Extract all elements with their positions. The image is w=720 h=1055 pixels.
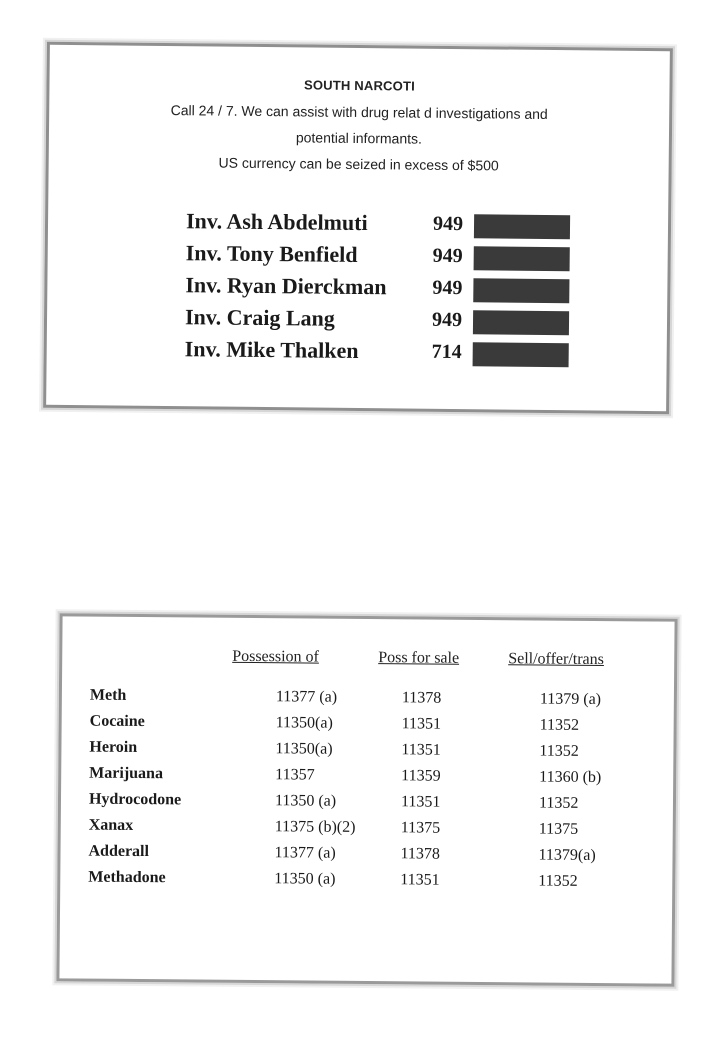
drug-name: Heroin <box>89 738 138 756</box>
sell-code: 11375 <box>538 820 579 838</box>
redaction-bar <box>474 246 570 271</box>
column-header-sell-offer-trans: Sell/offer/trans <box>508 650 604 669</box>
contact-area-code: 949 <box>432 276 463 300</box>
possession-code: 11350(a) <box>275 740 333 758</box>
poss-for-sale-code: 11378 <box>400 845 441 863</box>
sell-code: 11352 <box>539 742 579 760</box>
card-title: SOUTH NARCOTI <box>303 77 416 94</box>
contact-name: Inv. Craig Lang <box>184 304 335 331</box>
possession-code: 11350(a) <box>275 714 333 732</box>
contact-area-code: 949 <box>431 308 463 332</box>
poss-for-sale-code: 11378 <box>401 689 442 707</box>
contact-name: Inv. Ash Abdelmuti <box>185 208 368 236</box>
poss-for-sale-code: 11351 <box>400 871 440 889</box>
redaction-bar <box>473 310 569 335</box>
contact-card <box>43 42 673 415</box>
possession-code: 11375 (b)(2) <box>274 818 356 836</box>
drug-name: Hydrocodone <box>88 790 182 809</box>
statute-card <box>56 613 677 986</box>
contact-area-code: 949 <box>432 244 463 268</box>
drug-name: Methadone <box>88 868 166 887</box>
poss-for-sale-code: 11351 <box>401 715 442 733</box>
drug-name: Xanax <box>88 816 134 834</box>
contact-name: Inv. Tony Benfield <box>185 240 358 267</box>
drug-name: Marijuana <box>89 764 164 783</box>
sell-code: 11360 (b) <box>539 768 602 787</box>
poss-for-sale-code: 11351 <box>401 741 441 759</box>
column-header-possession: Possession of <box>232 647 320 666</box>
redaction-bar <box>474 214 570 239</box>
redaction-bar <box>473 342 569 367</box>
possession-code: 11350 (a) <box>274 792 337 810</box>
sell-code: 11379(a) <box>538 846 596 864</box>
sell-code: 11352 <box>538 872 578 890</box>
drug-name: Meth <box>89 686 127 704</box>
contact-list <box>184 208 464 368</box>
poss-for-sale-code: 11351 <box>400 793 441 811</box>
contact-area-code: 714 <box>431 340 462 364</box>
sell-code: 11352 <box>539 716 580 734</box>
poss-for-sale-code: 11375 <box>400 819 441 837</box>
contact-area-code: 949 <box>432 212 464 236</box>
drug-name: Adderall <box>88 842 150 861</box>
contact-name: Inv. Mike Thalken <box>184 336 359 364</box>
drug-name: Cocaine <box>89 712 145 731</box>
statute-table <box>88 686 602 895</box>
sell-code: 11352 <box>538 794 579 812</box>
card-text-line-1: Call 24 / 7. We can assist with drug relat d investigations and <box>170 102 548 122</box>
card-text-line-2: potential informants. <box>295 129 423 147</box>
redaction-bar <box>473 278 569 303</box>
possession-code: 11357 <box>275 766 315 784</box>
contact-name: Inv. Ryan Dierckman <box>185 272 387 300</box>
possession-code: 11377 (a) <box>274 844 336 862</box>
possession-code: 11350 (a) <box>274 870 336 888</box>
sell-code: 11379 (a) <box>539 690 602 709</box>
card-text-line-3: US currency can be seized in excess of $500 <box>218 154 499 174</box>
column-header-poss-for-sale: Poss for sale <box>378 649 460 667</box>
possession-code: 11377 (a) <box>275 688 338 706</box>
poss-for-sale-code: 11359 <box>401 767 441 785</box>
